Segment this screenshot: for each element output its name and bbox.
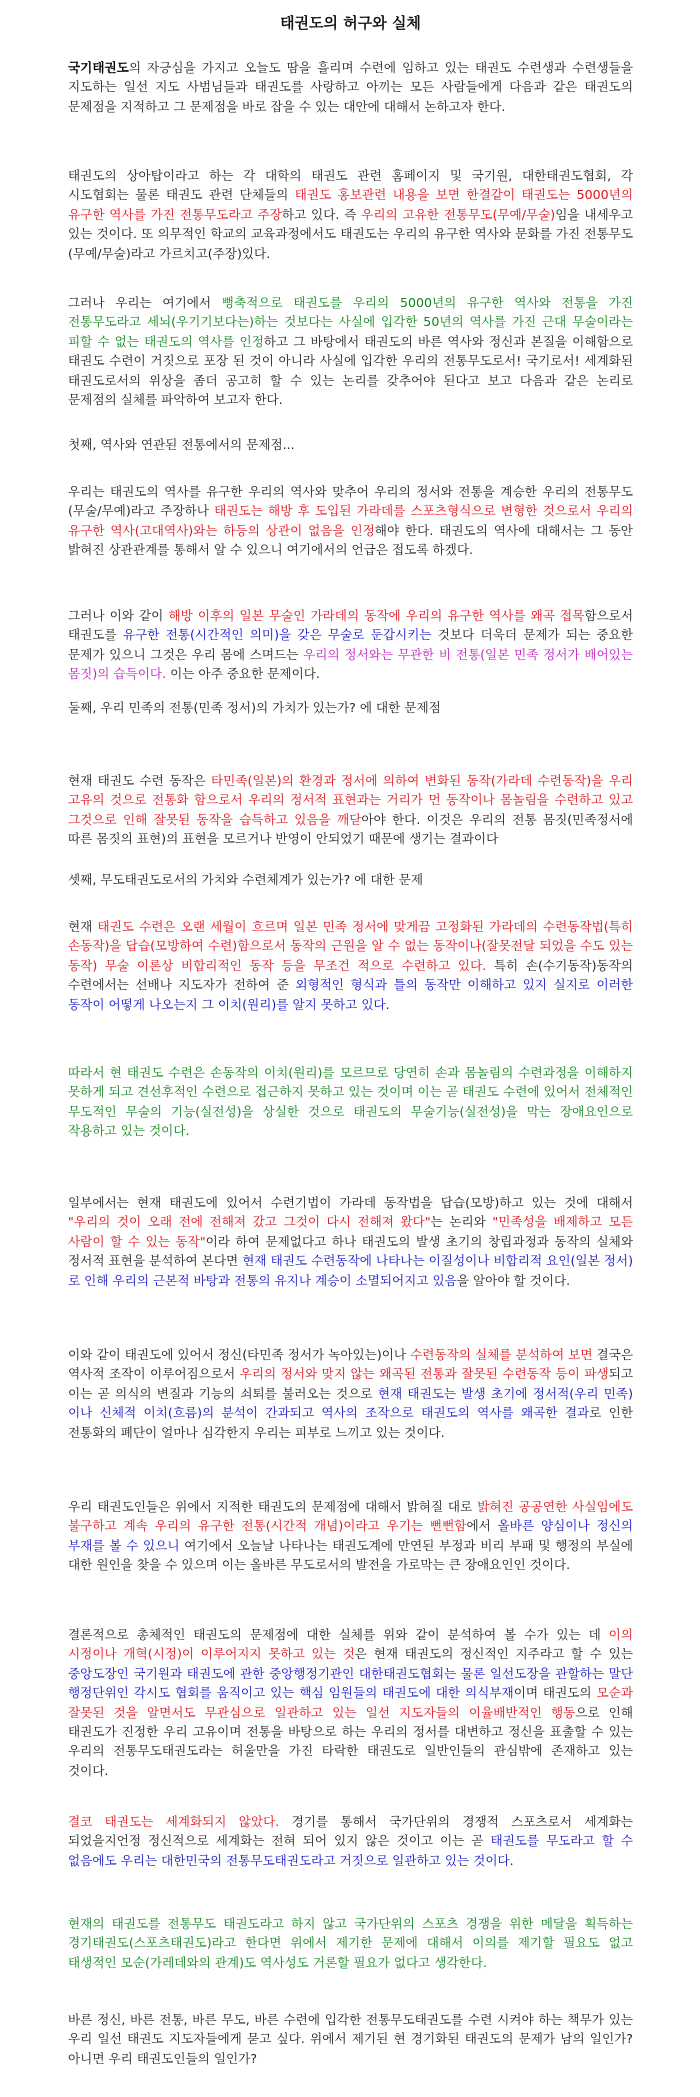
text-run: "민족성을 배제하고 모든 사람이 할 수 있는 동작" — [68, 1214, 633, 1249]
text-run: 그러나 우리는 여기에서 — [68, 295, 222, 310]
text-run: 해야 한다. 태권도의 역사에 대해서는 그 동안 밝혀진 상관관계를 통해서 알 수 있으니 여기에서의 언급은 접도록 하겠다. — [68, 522, 633, 558]
text-run: 외형적인 형식과 틀의 동작만 이해하고 있지 실지로 이러한 동작이 어떻게 나오는지 그 이치(원리)를 알지 못하고 있다. — [68, 977, 633, 1012]
paragraph — [68, 1497, 633, 1575]
paragraph — [68, 1914, 633, 1972]
text-run: 태권도 수련은 오랜 세월이 흐르며 일본 민족 정서에 맞게끔 고정화된 가라데의 수련동작법(특히 손동작)을 답습(모방하여 수련)함으로서 동작의 근원을 알 수 없는 동작이나(잘못전달 되었을 수도 있는 동작) 무술 이론상 비합리적인 동작 등을 무조건 적으로 수련하고 있다. — [68, 919, 634, 973]
text-run: 이의 시정이나 개혁(시정)이 이루어지지 못하고 있는 것 — [68, 1627, 633, 1662]
text-run: 으로 인해 태권도가 진정한 우리 고유이며 전통을 바탕으로 하는 우리의 정서를 대변하고 정신을 표출할 수 있는 우리의 전통무도태권도라는 허울만을 가진 타락한 태권도로 일반인들의 관심밖에 존재하고 있는 것이다. — [68, 1704, 633, 1778]
paragraph — [68, 1625, 633, 1780]
text-run: 아야 한다. 이것은 우리의 전통 몸짓(민족정서에 따른 몸짓의 표현)의 표현을 모르거나 반영이 안되었기 때문에 생기는 결과이다 — [68, 811, 634, 847]
paragraph — [68, 166, 633, 263]
text-run: 결론적으로 총체적인 태권도의 문제점에 대한 실체를 위와 같이 분석하여 볼 수가 있는 데 — [68, 1627, 609, 1642]
text-run: 유구한 전통(시간적인 의미)을 갖은 무술로 둔갑시키는 — [122, 627, 432, 643]
paragraph — [68, 2010, 633, 2068]
text-run: 올바른 양심이나 정신의 부재를 볼 수 있으니 — [68, 1518, 633, 1553]
paragraph — [68, 917, 633, 1014]
text-run: 수련동작의 실체를 분석하여 보면 — [410, 1347, 593, 1362]
text-run: 에서 — [466, 1518, 498, 1534]
text-run: 셋째, 무도태권도로서의 가치와 수련체계가 있는가? 에 대한 문제 — [68, 872, 424, 887]
text-run: 는 논리와 — [430, 1214, 493, 1230]
text-run: 임을 내세우고 있는 것이다. 또 의무적인 학교의 교육과정에서도 태권도는 우리의 유구한 역사와 문화를 가진 전통무도(무예/무술)라고 가르치고(주장)있다. — [68, 206, 633, 261]
section-heading — [68, 435, 633, 454]
text-run: 중앙도장인 국기원과 태권도에 관한 중앙행정기관인 대한태권도협회는 물론 일선도장을 관할하는 말단 행정단위인 각시도 협회를 움직이고 있는 핵심 임원들의 태권도에 대한 의식부재 — [68, 1665, 633, 1701]
text-run: 현재 태권도 수련 동작은 — [68, 773, 212, 788]
text-run: 따라서 현 태권도 수련은 손동작의 이치(원리)를 모르므로 당연히 손과 몸놀림의 수련과정을 이해하지 못하게 되고 견선후적인 수련으로 접근하지 못하고 있는 것이며 이는 곧 태권도 수련에 있어서 전체적인 무도적인 무술의 기능(실전성)을 상실한 것으로 태권도의 무술기능(실전성)을 막는 장애요인으로 작용하고 있는 것이다. — [68, 1065, 633, 1139]
text-run: 결코 태권도는 세계화되지 않았다. — [68, 1814, 280, 1829]
paragraph — [68, 1193, 633, 1290]
paragraph — [68, 606, 633, 684]
text-run: 태권도 홍보관련 내용을 보면 한결같이 태권도는 5000년의 유구한 역사를 가진 전통무도라고 주장 — [68, 187, 633, 222]
text-run: 결국은 역사적 조작이 이루어짐으로서 — [68, 1347, 633, 1382]
text-run: 첫째, 역사와 연관된 전통에서의 문제점... — [68, 437, 295, 452]
paragraph — [68, 482, 633, 560]
section-heading — [68, 870, 633, 889]
paragraph — [68, 58, 633, 116]
text-run: 태권도를 무도라고 할 수 없음에도 우리는 대한민국의 전통무도태권도라고 거짓으로 일관하고 있는 것이다. — [68, 1833, 633, 1868]
text-run: 로 인한 전통화의 폐단이 얼마나 심각한지 우리는 피부로 느끼고 있는 것이다. — [68, 1405, 634, 1440]
text-run: 이와 같이 태권도에 있어서 정신(타민족 정서가 녹아있는)이나 — [68, 1347, 411, 1362]
text-run: 경기를 통해서 국가단위의 경쟁적 스포츠로서 세계화는 되었을지언정 정신적으로 세계화는 전혀 되어 있지 않은 것이고 이는 곧 — [68, 1814, 633, 1849]
text-run: 뻥축적으로 태권도를 우리의 5000년의 유구한 역사와 전통을 가진 전통무도라고 세뇌(우기기보다는)하는 것보다는 사실에 입각한 50년의 역사를 가진 근대 무술이라는 피할 수 없는 태권도의 역사를 인정 — [68, 295, 634, 349]
text-run: 특히 손(수기동작)동작의 수련에서는 선배나 지도자가 전하여 준 — [68, 957, 633, 993]
text-run: 현재 — [68, 919, 98, 934]
text-run: 우리의 정서와는 무관한 비 전통(일본 민족 정서가 배어있는 몸짓)의 습득이다. — [68, 646, 633, 682]
text-run: 국기태권도 — [68, 60, 129, 75]
text-run: 것보다 더욱더 문제가 되는 중요한 문제가 있으니 그것은 우리 몸에 스며드는 — [68, 627, 633, 662]
text-run: 현재 태권도는 발생 초기에 정서적(우리 민족)이나 신체적 이치(흐름)의 분석이 간과되고 역사의 조작으로 태권도의 역사를 왜곡한 결과 — [68, 1385, 633, 1421]
text-run: 이라 하여 문제없다고 하나 태권도의 발생 초기의 창립과정과 동작의 실체와 정서적 표현을 분석하여 본다면 — [68, 1233, 633, 1269]
text-run: "우리의 것이 오래 전에 전해져 갔고 그것이 다시 전해져 왔다" — [68, 1214, 431, 1230]
text-run: 모순과 잘못된 것을 알면서도 무관심으로 일관하고 있는 일선 지도자들의 이율배반적인 행동 — [68, 1685, 634, 1720]
text-run: 태권도의 상아탑이라고 하는 각 대학의 태권도 관련 홈페이지 및 국기원, 대한태권도협회, 각 시도협회는 물론 태권도 관련 단체들의 — [68, 168, 633, 203]
paragraph — [68, 771, 633, 849]
text-run: 우리의 정서와 맞지 않는 왜곡된 전통과 잘못된 수련동작 등이 파생 — [239, 1366, 609, 1382]
paragraph — [68, 1812, 633, 1870]
text-run: 태권도는 해방 후 도입된 가라데를 스포츠형식으로 변형한 것으로서 우리의 유구한 역사(고대역사)와는 하등의 상관이 없음을 인정 — [68, 503, 633, 538]
paragraph — [68, 293, 633, 409]
text-run: 함으로서 태권도를 — [68, 608, 633, 643]
text-run: 하고 있다. 즉 — [281, 206, 362, 222]
text-run: 되고 이는 곧 의식의 변질과 기능의 쇠퇴를 불러오는 것으로 — [68, 1366, 634, 1401]
text-run: 우리의 고유한 전통무도(무예/무술) — [361, 206, 556, 222]
text-run: 바른 정신, 바른 전통, 바른 무도, 바른 수련에 입각한 전통무도태권도를 수련 시켜야 하는 책무가 있는 우리 일선 태권도 지도자들에게 묻고 싶다. 위에서 제기된 현 경기화된 태권도의 문제가 남의 일인가? 아니면 우리 태권도인들의 일인가? — [68, 2012, 633, 2066]
text-run: 이는 아주 중요한 문제이다. — [166, 666, 320, 682]
text-run: 현재의 태권도를 전통무도 태권도라고 하지 않고 국가단위의 스포츠 경쟁을 위한 메달을 획득하는 경기태권도(스포츠태권도)라고 한다면 위에서 제기한 문제에 대해서 이의를 제기할 필요도 없고 태생적인 모순(가레데와의 관계)도 역사성도 거론할 필요가 없다고 생각한다. — [68, 1916, 633, 1970]
text-run: 일부에서는 현재 태권도에 있어서 수련기법이 가라데 동작법을 답습(모방)하고 있는 것에 대해서 — [68, 1195, 633, 1210]
paragraph — [68, 1063, 633, 1141]
text-run: 현재 태권도 수련동작에 나타나는 이질성이나 비합리적 요인(일본 정서)로 인해 우리의 근본적 바탕과 전통의 유지나 계승이 소멸되어지고 있음 — [68, 1253, 633, 1288]
text-run: 이며 태권도의 — [513, 1685, 597, 1701]
page-title: 태권도의 허구와 실체 — [280, 14, 421, 32]
text-run: 둘째, 우리 민족의 전통(민족 정서)의 가치가 있는가? 에 대한 문제점 — [68, 700, 441, 715]
text-run: 여기에서 오늘날 나타나는 태권도계에 만연된 부정과 비리 부패 및 행정의 부실에 대한 원인을 찾을 수 있으며 이는 올바른 무도로서의 발전을 가로막는 큰 장애요인인 것이다. — [68, 1537, 633, 1573]
text-run: 밝혀진 공공연한 사실임에도 불구하고 계속 우리의 유구한 전통(시간적 개념)이라고 우기는 뻔뻔함 — [68, 1499, 633, 1534]
text-run: 타민족(일본)의 환경과 정서에 의하여 변화된 동작(가라데 수련동작)을 우리 고유의 것으로 전통화 함으로서 우리의 정서적 표현과는 거리가 먼 동작이나 몸놀림을 수련하고 있고 그것으로 인해 잘못된 동작을 습득하고 있음을 깨닫 — [68, 773, 633, 827]
text-run: 우리 태권도인들은 위에서 지적한 태권도의 문제점에 대해서 밝혀질 대로 — [68, 1499, 478, 1514]
text-run: 을 알아야 할 것이다. — [456, 1272, 571, 1288]
section-heading — [68, 698, 633, 717]
text-run: 의 자긍심을 가지고 오늘도 땀을 흘리며 수련에 임하고 있는 태권도 수련생과 수련생들을 지도하는 일선 지도 사범님들과 태권도를 사랑하고 아끼는 모든 사람들에게 다음과 같은 태권도의 문제점을 지적하고 그 문제점을 바로 잡을 수 있는 대안에 대해서 논하고자 한다. — [68, 60, 633, 114]
text-run: 해방 이후의 일본 무술인 가라데의 동작에 우리의 유구한 역사를 왜곡 접목 — [168, 608, 585, 623]
text-run: 은 현재 태권도의 정신적인 지주라고 할 수 있는 — [354, 1646, 634, 1662]
text-run: 하고 그 바탕에서 태권도의 바른 역사와 정신과 본질을 이해함으로 태권도 수련이 거짓으로 포장 된 것이 아니라 사실에 입각한 우리의 전통무도로서! 국기로서! 세계화된 태권도로서의 위상을 좀더 공고히 할 수 있는 논리를 갖추어야 된다고 보고 다음과 같은 논리로 문제점의 실체를 파악하여 보고자 한다. — [68, 333, 633, 408]
text-run: 그러나 이와 같이 — [68, 608, 169, 623]
paragraph — [68, 1345, 633, 1442]
text-run: 우리는 태권도의 역사를 유구한 우리의 역사와 맞추어 우리의 정서와 전통을 계승한 우리의 전통무도(무술/무예)라고 주장하나 — [68, 484, 633, 519]
